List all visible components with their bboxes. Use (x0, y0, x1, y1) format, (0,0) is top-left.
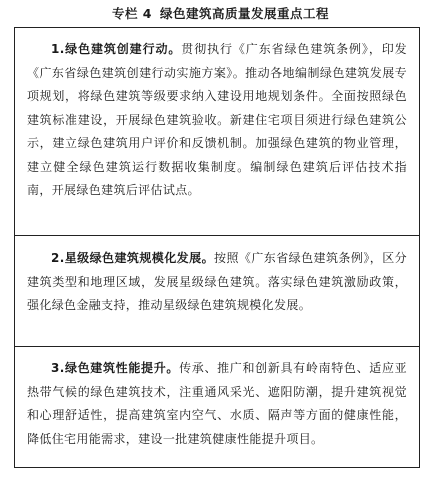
section-green-building-creation (15, 28, 419, 236)
section-paragraph (27, 347, 407, 451)
column-label: 专栏 4 (111, 6, 153, 21)
column-box (14, 27, 420, 468)
section-paragraph (27, 236, 407, 318)
section-body: 传承、推广和创新具有岭南特色、适应亚热带气候的绿色建筑技术，注重通风采光、遮阳防潮，提升建筑视觉和心理舒适性，提高建筑室内空气、水质、隔声等方面的健康性能，降低住宅用能需求，建设一批建筑健康性能提升项目。 (27, 361, 407, 446)
section-body: 按照《广东省绿色建筑条例》，区分建筑类型和地理区域，发展星级绿色建筑。落实绿色建筑激励政策，强化绿色金融支持，推动星级绿色建筑规模化发展。 (27, 251, 407, 312)
section-heading: 1.绿色建筑创建行动。 (51, 42, 182, 56)
section-heading: 2.星级绿色建筑规模化发展。 (51, 251, 215, 265)
section-paragraph (27, 28, 407, 203)
column-title-bar (0, 6, 441, 22)
section-performance-improvement (15, 347, 419, 466)
column-title: 绿色建筑高质量发展重点工程 (160, 6, 330, 21)
section-star-rated-scale-up (15, 236, 419, 347)
section-heading: 3.绿色建筑性能提升。 (51, 361, 180, 375)
section-body: 贯彻执行《广东省绿色建筑条例》，印发《广东省绿色建筑创建行动实施方案》。推动各地编制绿色建筑发展专项规划，将绿色建筑等级要求纳入建设用地规划条件。全面按照绿色建筑标准建设，开展绿色建筑验收。新建住宅项目须进行绿色建筑公示，建立绿色建筑用户评价和反馈机制。加强绿色建筑的物业管理，建立健全绿色建筑运行数据收集制度。编制绿色建筑后评估技术指南，开展绿色建筑后评估试点。 (27, 42, 407, 197)
